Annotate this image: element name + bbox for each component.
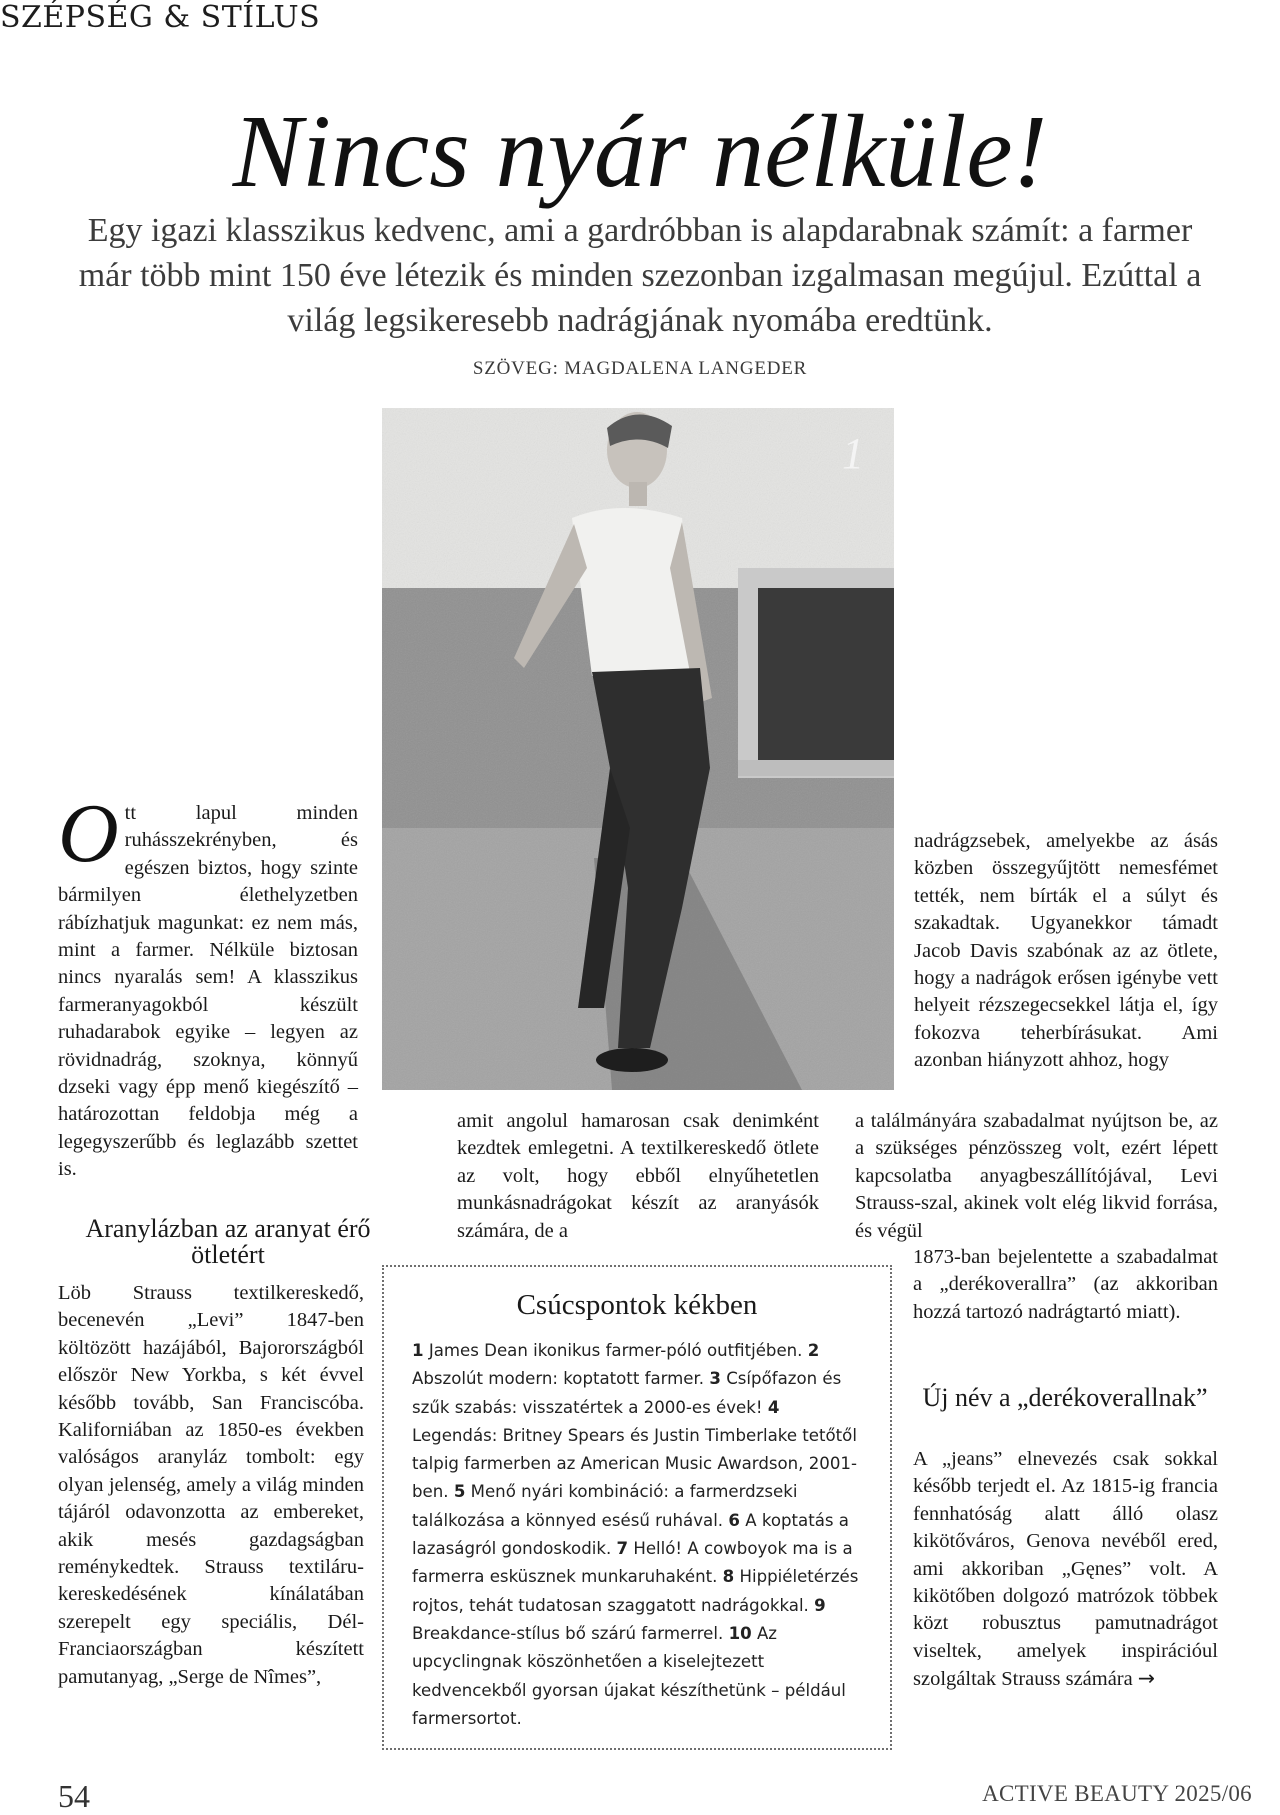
article-title: Nincs nyár nélküle! (232, 94, 1048, 209)
sidebar-item-text: Hippiéletérzés rojtos, tehát tudatosan szaggatott nadrágokkal. (412, 1567, 859, 1615)
window-sill (738, 760, 894, 776)
continue-arrow-icon: → (1137, 1666, 1156, 1691)
subhead-new-name: Új név a „derékoverallnak” (922, 1383, 1208, 1412)
sidebar-item-number: 1 (412, 1341, 424, 1360)
sidebar-item-text: Az upcyclingnak köszönhetően a kiselejtezett kedvencekből gyorsan újakat készíthetünk – például farmersortot. (412, 1623, 846, 1728)
sidebar-title: Csúcspontok kékben (516, 1289, 758, 1321)
page-number: 54 (58, 1778, 90, 1814)
column3-paragraph-b: a találmányára szabadalmat nyújtson be, az a szükséges pénzösszeg volt, ezért lépett kapcsolatba anyagbeszállítójával, Levi Strauss-szal, akinek volt elég likvid forrása, és végül (855, 1110, 1218, 1242)
sidebar-item-number: 10 (728, 1623, 752, 1643)
sidebar-item-text: A koptatás a lazaságról gondoskodik. (412, 1510, 849, 1559)
section-label: SZÉPSÉG & STÍLUS (0, 0, 321, 35)
sidebar-list (412, 1337, 868, 1733)
sidebar-item-text: Legendás: Britney Spears és Justin Timberlake tetőtől talpig farmerben az American Music Awardson, 2001-ben. (412, 1425, 857, 1502)
article-photo (382, 408, 894, 1090)
sidebar-item-number: 8 (722, 1567, 735, 1587)
sidebar-item-number: 9 (814, 1595, 826, 1615)
sidebar-item-number: 3 (709, 1369, 721, 1389)
issue-label: ACTIVE BEAUTY 2025/06 (982, 1781, 1252, 1806)
new-name-paragraph (913, 1446, 1218, 1694)
photo-illustration (382, 408, 894, 1090)
window-screen (758, 588, 894, 760)
sidebar-item-number: 6 (728, 1510, 740, 1530)
sidebar-item-text: James Dean ikonikus farmer-póló outfitjében. (428, 1341, 803, 1360)
sidebar-item-number: 2 (807, 1341, 820, 1360)
column3-paragraph-c: 1873-ban bejelentette a szabadalmat a „derékoverallra” (az akkoriban hozzá tartozó nadrágtartó miatt). (913, 1246, 1218, 1323)
column2-paragraph: amit angolul hamarosan csak denimként kezdtek emlegetni. A textilkereskedő ötlete az volt, hogy ebből elnyűhetetlen munkásnadrágokat készít az aranyásók számára, de a (457, 1110, 819, 1242)
gold-rush-paragraph: Löb Strauss textilkereskedő, becenevén „Levi” 1847-ben költözött hazájából, Bajorországból először New Yorkba, s két évvel később tovább, San Franciscóba. Kaliforniában az 1850-es években valóságos aranyláz tombolt: egy olyan jelenség, amely a világ minden tájáról odavonzotta az embereket, akik mesés gazdagságban reménykedtek. Strauss textiláru-kereskedésének kínálatában szerepelt egy speciális, Dél-Franciaországban készített pamutanyag, „Serge de Nîmes”, (58, 1282, 364, 1688)
subhead-gold-rush: Aranylázban az aranyat érő ötletért (85, 1214, 371, 1269)
sidebar-item-text: Breakdance-stílus bő szárú farmerrel. (412, 1623, 724, 1643)
byline: SZÖVEG: MAGDALENA LANGEDER (472, 358, 808, 379)
photo-number-label: 1 (842, 429, 864, 478)
highlights-sidebar (382, 1265, 892, 1750)
standfirst: Egy igazi klasszikus kedvenc, ami a gardróbban is alapdarabnak számít: a farmer már több mint 150 éve létezik és minden szezonban izgalmasan megújul. Ezúttal a világ legsikeresebb nadrágjának nyomába eredtünk. (78, 212, 1202, 339)
drop-cap: O (58, 787, 119, 880)
new-name-text: A „jeans” elnevezés csak sokkal később terjedt el. Az 1815-ig francia fennhatóság alatt álló olasz kikötőváros, Genova nevéből ered, ami akkoriban „Gęnes” volt. A kikötőben dolgozó matrózok többek közt robusztus pamutnadrágot viseltek, amelyek inspirációul szolgáltak Strauss számára (913, 1448, 1218, 1691)
sidebar-item-number: 5 (453, 1482, 466, 1502)
sidebar-item-number: 7 (616, 1539, 629, 1559)
sidebar-item-text: Abszolút modern: koptatott farmer. (412, 1369, 705, 1389)
figure-boot (596, 1048, 668, 1072)
sidebar-item-text: Helló! A cowboyok ma is a farmerra esküsznek munkaruhaként. (412, 1539, 853, 1587)
sidebar-item-text: Menő nyári kombináció: a farmerdzseki találkozása a könnyed esésű ruhával. (412, 1482, 798, 1530)
sidebar-item-text: Csípőfazon és szűk szabás: visszatértek a 2000-es évek! (412, 1369, 842, 1417)
intro-text: tt lapul minden ruhásszekrényben, és egészen biztos, hogy szinte bármilyen élethelyzetben rábízhatjuk magunkat: ez nem más, mint a farmer. Nélküle biztosan nincs nyaralás sem! A klasszikus farmeranyagokból készült ruhadarabok egyike – legyen az rövidnadrág, szoknya, könnyű dzseki vagy épp menő kiegészítő – határozottan feldobja még a legegyszerűbb és leglazább szettet is. (58, 802, 358, 1181)
figure-neck (629, 482, 647, 506)
sidebar-item-number: 4 (767, 1397, 780, 1417)
column3-paragraph-a: nadrágzsebek, amelyekbe az ásás közben összegyűjtött nemesfémet tették, nem bírták el a súlyt és szakadtak. Ugyanekkor támadt Jacob Davis szabónak az az ötlete, hogy a nadrágok erősen igénybe vett helyeit rézszegecsekkel látja el, így fokozva teherbírásukat. Ami azonban hiányzott ahhoz, hogy (914, 830, 1218, 1072)
intro-paragraph (58, 787, 358, 1184)
